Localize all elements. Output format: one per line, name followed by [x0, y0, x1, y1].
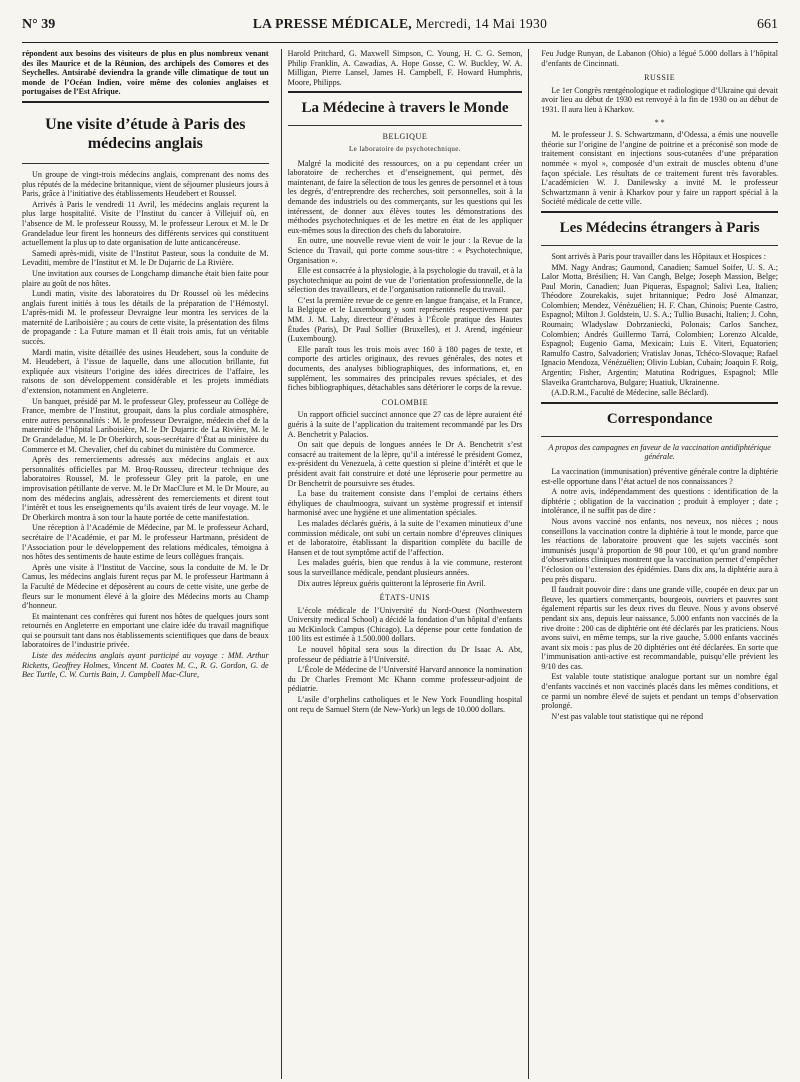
participant-list: Liste des médecins anglais ayant participé au voyage : MM. Arthur Ricketts, Geoffrey Holmes, Vincent M. Coates M. C., R. G. Gordon, G. de Bec Turtle, C. W. Curtis Bain, J. Campbell Mac-Clure,	[22, 651, 269, 680]
section-title-medecins-etrangers: Les Médecins étrangers à Paris	[559, 219, 760, 236]
paragraph: Feu Judge Runyan, de Labanon (Ohio) a légué 5.000 dollars à l’hôpital d’enfants de Cincinnati.	[541, 49, 778, 68]
paragraph: A notre avis, indépendamment des questions : identification de la diphtérie ; obligation de la vaccination ; produit à employer ; date ; intolérance, il ne suffit pas de dire :	[541, 487, 778, 516]
paragraph: La base du traitement consiste dans l’emploi de certains éthers éthyliques de chaulmoogra, suivant un système progressif et intensif harmonisé avec une hygiène et une alimentation spéciales.	[287, 489, 523, 518]
heading-russie: RUSSIE	[644, 73, 676, 83]
paragraph: Après des remerciements adressés aux médecins anglais et aux personnalités officielles par M. Broq-Rousseu, directeur technique des laboratoires Roussel, M. le professeur Gley prit la parole, en une improvisation pétillante de verve. M. le Dr MacClure et M. le Dr Moure, au nom des médecins anglais, adressèrent des remerciements et dirent tout l’intérêt et tous les enseignements qu’ils avaient tirés de leur voyage. M. le Dr Oberkirch montra à son tour la haute portée de cette manifestation.	[22, 455, 269, 522]
columns	[22, 49, 778, 1079]
paragraph: L’asile d’orphelins catholiques et le New York Foundling hospital ont reçu de Samuel Stern (de New-York) un legs de 10.000 dollars.	[287, 695, 523, 714]
column-left	[22, 49, 269, 1079]
paragraph: Lundi matin, visite des laboratoires du Dr Roussel où les médecins anglais furent initiés à tous les détails de la préparation de l’Hémostyl. L’après-midi M. le professeur Devraigne leur montra les services de la maternité de Lariboisière ; au cours de cette visite, la présentation des films de propagande : La Future maman et Il était trois amis, fut un véritable succès.	[22, 289, 269, 347]
paragraph: (A.D.R.M., Faculté de Médecine, salle Béclard).	[551, 388, 709, 398]
page-header	[22, 16, 778, 43]
intro-paragraph: répondent aux besoins des visiteurs de plus en plus nombreux venant des îles Maurice et de la Réunion, des archipels des Comores et des Seychelles. Antsirabé deviendra la grande ville climatique de tout un monde de l’Océan Indien, voire même des colonies anglaises et portugaises de l’Est Afrique.	[22, 49, 269, 97]
divider	[288, 91, 523, 93]
paragraph: Sont arrivés à Paris pour travailler dans les Hôpitaux et Hospices :	[551, 251, 766, 261]
paragraph: L’école médicale de l’Université du Nord-Ouest (Northwestern University medical School) a décidé la fondation d’un hôpital d’enfants au McKinlock Campus (Chicago). La dépense pour cette fondation de 100 lits est estimée à 1.500.000 dollars.	[287, 605, 523, 644]
paragraph: Le 1er Congrès rœntgénologique et radiologique d’Ukraine qui devait avoir lieu au début de 1930 est renvoyé à la fin de 1930 ou au début de 1931. Il aura lieu à Kharkov.	[541, 85, 778, 114]
paragraph: Les malades déclarés guéris, à la suite de l’examen minutieux d’une commission médicale, ont subi un certain nombre d’épreuves cliniques et de laboratoire, établissant la disparition complète du bacille de Hansen et de tout symptôme actif de l’affection.	[287, 518, 523, 557]
paragraph: Samedi après-midi, visite de l’Institut Pasteur, sous la conduite de M. Levaditi, membre de l’Institut et M. le Dr Dujarric de La Rivière.	[22, 248, 269, 268]
paragraph: On sait que depuis de longues années le Dr A. Benchetrit s’est consacré au traitement de la lèpre, qu’il a intéressé le président Gomez, ex-président du Venezuela, à cette question si pleine d’intérêt et que le président avait fait construire et doté une léproserie pour permettre au Dr Benchetrit de poursuivre ses études.	[287, 440, 523, 488]
section-title-correspondance: Correspondance	[606, 410, 713, 427]
section-title-medecine-monde: La Médecine à travers le Monde	[301, 100, 509, 117]
correspondance-subtitle: A propos des campagnes en faveur de la vaccination antidiphtérique générale.	[548, 442, 771, 462]
issue-number: N° 39	[22, 17, 56, 32]
paragraph: N’est pas valable tout statistique qui ne répond	[551, 711, 704, 721]
paragraph: Malgré la modicité des ressources, on a pu cependant créer un laboratoire de recherches et d’enseignement, qui permet, dès maintenant, de faire la sélection de tous les genres de personnel et à tous les degrés, d’entreprendre des recherches, soit personnelles, soit à la demande des industriels ou des commerçants, sur les questions qui les intéressent, de donner aux élèves toutes les démonstrations des méthodes psychotechniques et de les mettre en état de les appliquer eux-mêmes sous la direction des chefs du laboratoire.	[287, 158, 523, 235]
paragraph: Elle paraît tous les trois mois avec 160 à 180 pages de texte, et comporte des articles originaux, des revues générales, des notes et documents, des analyses bibliographiques, des informations, et, en supplément, les sommaires des principales revues spéciales, et des fiches bibliographiques, détachables sans détériorer le corps de la revue.	[287, 344, 523, 393]
paragraph: Dix autres lépreux guéris quitteront la léproserie fin Avril.	[297, 578, 486, 588]
paragraph: Mardi matin, visite détaillée des usines Heudebert, sous la conduite de M. Heudebert, à l’issue de laquelle, dans une allocution brillante, fut expliquée aux visiteurs l’origine des idées directrices de l’affaire, les raisons de son développement considérable et les projets immédiats d’extension, notamment en Angleterre.	[22, 347, 269, 396]
issue-date: Mercredi, 14 Mai 1930	[415, 16, 548, 31]
divider	[22, 163, 269, 164]
paragraph: MM. Nagy Andras; Gaumond, Canadien; Samuel Soifer, U. S. A.; Lalor Motta, Brésilien; H. Van Cangh, Belge; Joseph Massion, Belge; Paul Morin, Canadien; Juan Piqueras, Espagnol; Salivi Lea, Italien; Théodore Zourekakis, sujet britannique; Pedro José Almanzar, Colombien; Mendez, Vénézuélien; H. F. Chan, Chinois; Puente Castro, Espagnol; Milton J. Goldstein, U. S. A.; Tullio Busachi, Italien; J. Cohn, Roumain; Wladyslaw Dobrzaniecki, Polonais; Carlos Sanchez, Colombien; Andrés Guillermo Tarrá, Colombien; Lorenzo Alcalde, Espagnol; Eugenio Gama, Mexicain; Luis E. Viteri, Equatorien; Ramulfo Castro, Salvadorien; Vratislav Jonas, Tchéco-Slovaque; Rafael Ignacio Mendoza, Vénézuélien; Olivio Lubian, Cubain; Joaquin F. Roig, Argentin; Fisher, Argentin; Matutina Rodrigues, Espagnol; Mlle Slaveika Grantcharova, Bulgare; Huatiuk, Ukrainenne.	[541, 262, 778, 387]
heading-belgique: BELGIQUE	[382, 132, 428, 142]
paragraph: Les malades guéris, bien que rendus à la vie commune, resteront sous la surveillance médicale, pendant plusieurs années.	[287, 558, 523, 577]
page-number: 661	[757, 17, 778, 32]
paragraph: M. le professeur J. S. Schwartzmann, d’Odessa, a émis une nouvelle théorie sur l’origine de l’angine de poitrine et a préconisé son mode de traitement consistant en injections sous-cutanées d’une préparation nommée « myol », composée d’un extrait de muscles obtenu d’une façon spéciale. Les résultats de ce traitement furent très favorables. L’académicien W. J. Danilewsky a invité M. le professeur Schwartzmann à venir à Kharkov pour y faire un rapport spécial à la Société médicale de cette ville.	[541, 130, 778, 207]
masthead	[253, 16, 547, 32]
divider	[541, 402, 778, 404]
divider	[541, 211, 778, 213]
article-title-visite: Une visite d’étude à Paris des médecins anglais	[45, 115, 246, 152]
paragraph: Un groupe de vingt-trois médecins anglais, comprenant des noms des plus réputés de la médecine britannique, vient de séjourner plusieurs jours à Paris, grâce à l’initiative des établissements Heudebert et Roussel.	[22, 169, 269, 199]
paragraph: L’École de Médecine de l’Université Harvard annonce la nomination du Dr Charles Fremont Mc Khann comme professeur-adjoint de pédiatrie.	[287, 665, 523, 694]
separator-stars: * *	[654, 117, 665, 127]
heading-colombie: COLOMBIE	[381, 397, 429, 407]
paragraph: Elle est consacrée à la physiologie, à la psychologie du travail, et à la psychotechnique au point de vue de l’orientation professionnelle, de la sélection des travailleurs, et de l’organisation rationnelle du travail.	[287, 266, 523, 295]
divider	[541, 436, 778, 437]
column-middle	[281, 49, 530, 1079]
paragraph: Un rapport officiel succinct annonce que 27 cas de lèpre auraient été guéris à la suite de l’application du traitement recommandé par les Drs A. Benchetrit y Palacios.	[287, 410, 523, 439]
paragraph: Une réception à l’Académie de Médecine, par M. le professeur Achard, secrétaire de l’Académie, et par M. le professeur Hartmann, président de l’Association pour le développement des relations médicales, témoigna à nos hôtes des sentiments de haute estime de leurs collègues français.	[22, 523, 269, 562]
heading-etats-unis: ÉTATS-UNIS	[379, 593, 431, 603]
divider	[541, 245, 778, 246]
paragraph: En outre, une nouvelle revue vient de voir le jour : la Revue de la Science du Travail, qui porte comme sous-titre : « Psychotechnique, Organisation ».	[287, 236, 523, 265]
column-right	[541, 49, 778, 1079]
participant-list-continued: Harold Pritchard, G. Maxwell Simpson, C. Young, H. C. G. Semon, Philip Franklin, A. Cawadias, A. Hope Gosse, C. W. Buckley, W. A. Milligan, Pierre Lansel, James H. Campbell, F. Howard Humphris, Moore, Philipps.	[287, 49, 523, 87]
paper-name: LA PRESSE MÉDICALE,	[252, 16, 412, 31]
paragraph: La vaccination (immunisation) préventive générale contre la diphtérie est-elle opportune dans l’état actuel de nos connaissances ?	[541, 467, 778, 486]
paragraph: Et maintenant ces confrères qui furent nos hôtes de quelques jours sont retournés en Angleterre en emportant une claire idée du travail magnifique qui se poursuit tant dans nos établissements scientifiques que dans de beaux laboratoires de l’industrie privée.	[22, 611, 269, 650]
divider	[288, 125, 523, 126]
paragraph: Après une visite à l’Institut de Vaccine, sous la conduite de M. le Dr Camus, les médecins anglais furent reçus par M. le professeur Hartmann à la Faculté de Médecine et déposèrent au cours de cette visite, une gerbe de fleurs sur le monument élevé à la gloire des Médecins morts au Champ d’honneur.	[22, 562, 269, 611]
paragraph: Nous avons vacciné nos enfants, nos neveux, nos nièces ; nous conseillons la vaccination contre la diphtérie à tout le monde, parce que les réactions de laboratoire prouvent que les sujets vaccinés sont immunisés jusqu’à proportion de 98 pour 100, et qu’un grand nombre d’observations cliniques montrent que la vaccination permet d’empêcher l’éclosion ou l’extension des épidémies. Dans dix ans, la diphtérie aura à peu près disparu.	[541, 516, 778, 584]
divider	[22, 101, 269, 103]
paragraph: C’est la première revue de ce genre en langue française, et la France, la Belgique et le Luxembourg y sont représentés respectivement par MM. J. M. Lahy, directeur d’études à l’École pratique des Hautes Études (Paris), Dr Paul Sollier (Bruxelles), et J. Arend, ingénieur (Luxembourg).	[287, 295, 523, 344]
subheading-laboratoire: Le laboratoire de psychotechnique.	[348, 144, 461, 153]
paragraph: Le nouvel hôpital sera sous la direction du Dr Isaac A. Abt, professeur de pédiatrie à l’Université.	[287, 645, 523, 664]
paragraph: Une invitation aux courses de Longchamp dimanche était bien faite pour plaire au goût de nos hôtes.	[22, 268, 269, 288]
paragraph: Un banquet, présidé par M. le professeur Gley, professeur au Collège de France, membre de l’Institut, groupait, dans la plus cordiale atmosphère, entre autres personnalités : M. le professeur Devraigne, médecin chef de la maternité de l’hôpital Lariboisière, M. le Dr Dujarric de La Rivière, M. le Dr Grandeladue, M. le Dr Oberkirch, sous-secrétaire d’État au ministère du Commerce et M. Chevalier, chef du cabinet du ministère du Commerce.	[22, 396, 269, 454]
paragraph: Il faudrait pouvoir dire : dans une grande ville, coupée en deux par un fleuve, les quartiers commerçants, bourgeois, ouvriers et pauvres sont également répartis sur les deux rives du fleuve. Nous y avons observé pendant six ans, depuis leur naissance, 5.000 enfants non vaccinés de la rive droite : 200 cas de diphtérie ont été déclarés par les praticiens. Nous avons suivi, en même temps, sur la rive gauche, 5.000 enfants vaccinés avant six mois : pas plus de 20 diphtéries ont été déclarées. En sorte que l’immunisation anti-active est recommandable, puisqu’elle prévient les 9/10 des cas.	[541, 585, 778, 671]
paragraph: Arrivés à Paris le vendredi 11 Avril, les médecins anglais reçurent la plus large hospitalité. Visite de l’Institut du cancer à Villejuif où, en l’absence de M. le professeur Roussy, M. le professeur Leroux et M. le Dr Grandeladue leur firent les honneurs des différents services qui constituent actuellement la plus up to date organisation de lutte anticancéreuse.	[22, 199, 269, 248]
paragraph: Est valable toute statistique analogue portant sur un nombre égal d’enfants vaccinés et non vaccinés placés dans les mêmes conditions, et ce parmi un nombre élevé de sujets et pendant un temps d’observation prolongé.	[541, 672, 778, 711]
